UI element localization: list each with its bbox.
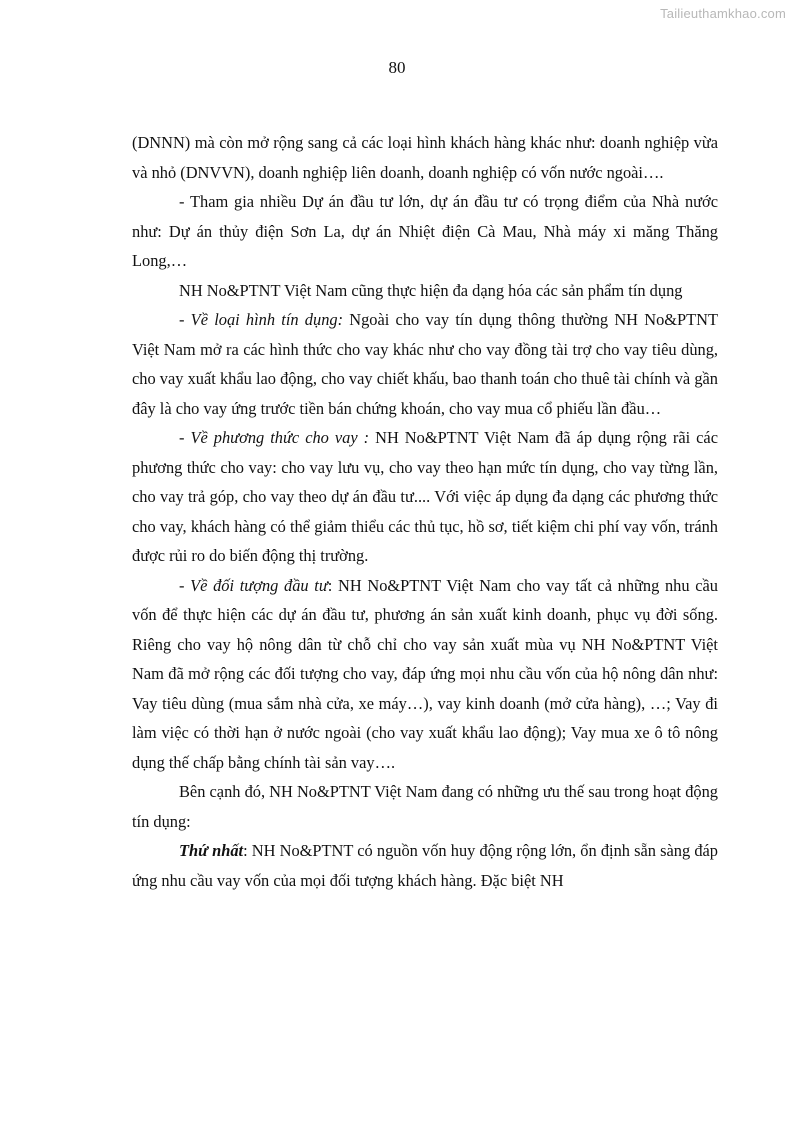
paragraph-8-label: Thứ nhất <box>179 841 244 860</box>
paragraph-8 <box>132 836 718 895</box>
page-number: 80 <box>388 58 406 77</box>
paragraph-4-text: Ngoài cho vay tín dụng thông thường NH No&PTNT Việt Nam mở ra các hình thức cho vay khác như cho vay đồng tài trợ cho vay tiêu dùng, cho vay xuất khẩu lao động, cho vay chiết khấu, bao thanh toán cho thuê tài chính và gần đây là cho vay ứng trước tiền bán chứng khoán, cho vay mua cổ phiếu lần đầu… <box>132 310 718 418</box>
paragraph-4 <box>132 305 718 423</box>
paragraph-6-label: - Về đối tượng đầu tư <box>179 575 328 595</box>
paragraph-2: - Tham gia nhiều Dự án đầu tư lớn, dự án đầu tư có trọng điểm của Nhà nước như: Dự án thủy điện Sơn La, dự án Nhiệt điện Cà Mau, Nhà máy xi măng Thăng Long,… <box>132 192 718 270</box>
paragraph-5-text: NH No&PTNT Việt Nam đã áp dụng rộng rãi các phương thức cho vay: cho vay lưu vụ, cho vay theo hạn mức tín dụng, cho vay từng lần, cho vay trả góp, cho vay theo dự án đầu tư.... Với việc áp dụng đa dạng các phương thức cho vay, khách hàng có thể giảm thiểu các thủ tục, hồ sơ, tiết kiệm chi phí vay vốn, tránh được rủi ro do biến động thị trường. <box>132 428 718 565</box>
paragraph-8-text: : NH No&PTNT có nguồn vốn huy động rộng lớn, ổn định sẵn sàng đáp ứng nhu cầu vay vốn của mọi đối tượng khách hàng. Đặc biệt NH <box>132 841 718 890</box>
paragraph-7: Bên cạnh đó, NH No&PTNT Việt Nam đang có những ưu thế sau trong hoạt động tín dụng: <box>132 782 718 831</box>
paragraph-1: (DNNN) mà còn mở rộng sang cả các loại hình khách hàng khác như: doanh nghiệp vừa và nhỏ (DNVVN), doanh nghiệp liên doanh, doanh nghiệp có vốn nước ngoài…. <box>132 133 718 182</box>
document-body <box>132 128 718 895</box>
paragraph-3: NH No&PTNT Việt Nam cũng thực hiện đa dạng hóa các sản phẩm tín dụng <box>179 280 683 300</box>
watermark: Tailieuthamkhao.com <box>660 6 786 21</box>
paragraph-5-label: - Về phương thức cho vay : <box>179 428 370 447</box>
paragraph-6-text: : NH No&PTNT Việt Nam cho vay tất cả những nhu cầu vốn để thực hiện các dự án đầu tư, phương án sản xuất kinh doanh, phục vụ đời sống. Riêng cho vay hộ nông dân từ chỗ chỉ cho vay sản xuất mùa vụ NH No&PTNT Việt Nam đã mở rộng các đối tượng cho vay, đáp ứng mọi nhu cầu vốn của hộ nông dân như: Vay tiêu dùng (mua sắm nhà cửa, xe máy…), vay kinh doanh (mở cửa hàng), …; Vay đi làm việc có thời hạn ở nước ngoài (cho vay xuất khẩu lao động); Vay mua xe ô tô nông dụng thế chấp bằng chính tài sản vay…. <box>132 575 718 772</box>
paragraph-5 <box>132 423 718 571</box>
paragraph-4-label: - Về loại hình tín dụng: <box>179 310 344 329</box>
paragraph-6 <box>132 571 718 778</box>
